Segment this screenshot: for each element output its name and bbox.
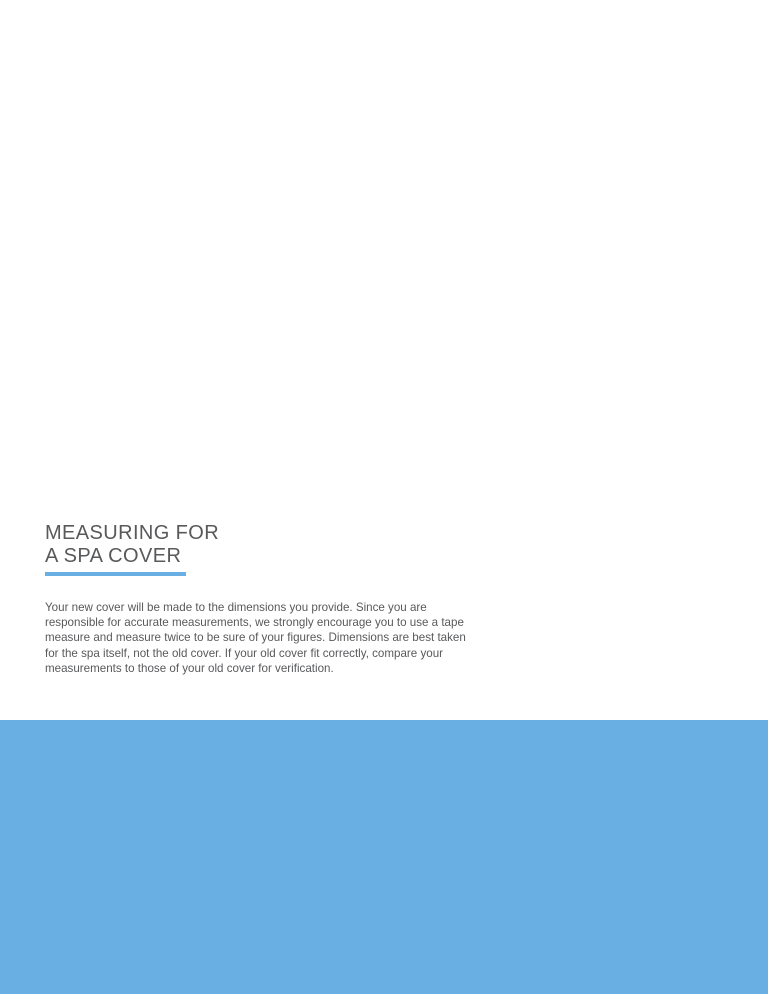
- title-line-1: MEASURING FOR: [45, 522, 220, 544]
- intro-paragraph: Your new cover will be made to the dimensions you provide. Since you are responsible for accurate measurements, we strongly encourage you to use a tape measure and measure twice to be sure of your figures. Dimensions are best taken for the spa itself, not the old cover. If your old cover fit correctly, compare your measurements to those of your old cover for verification.: [45, 601, 466, 675]
- title-underline-divider: [45, 572, 186, 576]
- title-line-2: A SPA COVER: [45, 545, 182, 567]
- blue-footer-band: [0, 720, 768, 994]
- page-title: [45, 522, 219, 568]
